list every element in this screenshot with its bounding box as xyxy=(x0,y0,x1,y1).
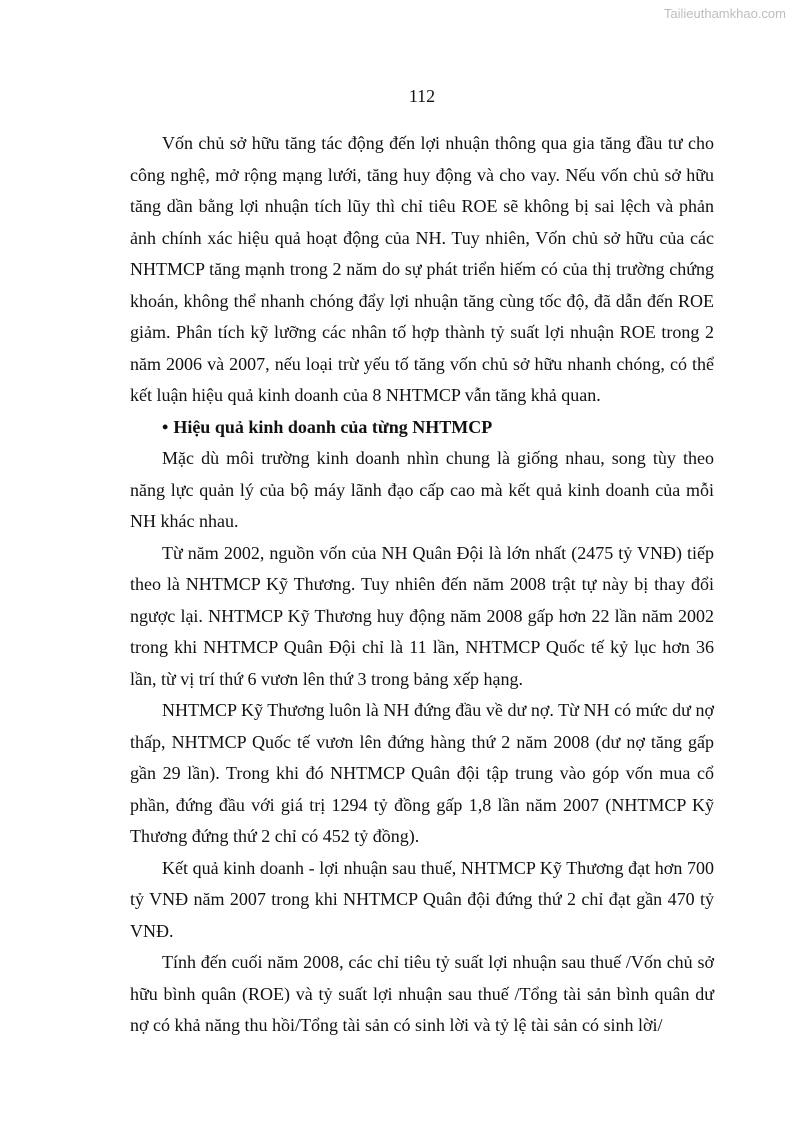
paragraph-capital-sources: Từ năm 2002, nguồn vốn của NH Quân Đội là lớn nhất (2475 tỷ VNĐ) tiếp theo là NHTMCP Kỹ Thương. Tuy nhiên đến năm 2008 trật tự này bị thay đổi ngược lại. NHTMCP Kỹ Thương huy động năm 2008 gấp hơn 22 lần năm 2002 trong khi NHTMCP Quân Đội chỉ là 11 lần, NHTMCP Quốc tế kỷ lục hơn 36 lần, từ vị trí thứ 6 vươn lên thứ 3 trong bảng xếp hạng. xyxy=(130,542,714,689)
paragraph-ratios-2008: Tính đến cuối năm 2008, các chỉ tiêu tỷ suất lợi nhuận sau thuế /Vốn chủ sở hữu bình quân (ROE) và tỷ suất lợi nhuận sau thuế /Tổng tài sản bình quân dư nợ có khả năng thu hồi/Tổng tài sản có sinh lời và tỷ lệ tài sản có sinh lời/ xyxy=(130,952,714,1035)
paragraph-outstanding-loans: NHTMCP Kỹ Thương luôn là NH đứng đầu về dư nợ. Từ NH có mức dư nợ thấp, NHTMCP Quốc tế vươn lên đứng hàng thứ 2 năm 2008 (dư nợ tăng gấp gần 29 lần). Trong khi đó NHTMCP Quân đội tập trung vào góp vốn mua cổ phần, đứng đầu với giá trị 1294 tỷ đồng gấp 1,8 lần năm 2007 (NHTMCP Kỹ Thương đứng thứ 2 chỉ có 452 tỷ đồng). xyxy=(130,700,714,846)
page-number: 112 xyxy=(408,86,436,106)
watermark: Tailieuthamkhao.com xyxy=(663,6,786,21)
section-heading xyxy=(130,412,714,444)
paragraph-roe-analysis: Vốn chủ sở hữu tăng tác động đến lợi nhuận thông qua gia tăng đầu tư cho công nghệ, mở rộng mạng lưới, tăng huy động và cho vay. Nếu vốn chủ sở hữu tăng dần bằng lợi nhuận tích lũy thì chỉ tiêu ROE sẽ không bị sai lệch và phản ảnh chính xác hiệu quả hoạt động của NH. Tuy nhiên, Vốn chủ sở hữu của các NHTMCP tăng mạnh trong 2 năm do sự phát triển hiếm có của thị trường chứng khoán, không thể nhanh chóng đẩy lợi nhuận tăng cùng tốc độ, đã dẫn đến ROE giảm. Phân tích kỹ lưỡng các nhân tố hợp thành tỷ suất lợi nhuận ROE trong 2 năm 2006 và 2007, nếu loại trừ yếu tố tăng vốn chủ sở hữu nhanh chóng, có thể kết luận hiệu quả kinh doanh của 8 NHTMCP vẫn tăng khả quan. xyxy=(130,133,714,405)
bullet-icon: • xyxy=(162,416,169,437)
paragraph-business-environment: Mặc dù môi trường kinh doanh nhìn chung là giống nhau, song tùy theo năng lực quản lý của bộ máy lãnh đạo cấp cao mà kết quả kinh doanh của mỗi NH khác nhau. xyxy=(130,448,714,531)
section-heading-text: Hiệu quả kinh doanh của từng NHTMCP xyxy=(173,416,493,437)
document-body xyxy=(130,128,714,1042)
paragraph-profit-after-tax: Kết quả kinh doanh - lợi nhuận sau thuế, NHTMCP Kỹ Thương đạt hơn 700 tỷ VNĐ năm 2007 trong khi NHTMCP Quân đội đứng thứ 2 chỉ đạt gần 470 tỷ VNĐ. xyxy=(130,857,714,941)
